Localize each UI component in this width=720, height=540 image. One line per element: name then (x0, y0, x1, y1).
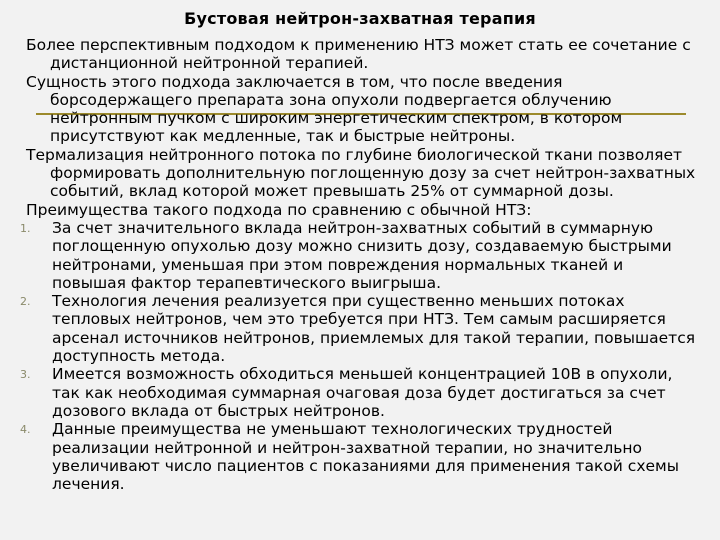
slide-body (20, 36, 696, 493)
list-item-number: 3. (20, 368, 31, 382)
list-item (20, 420, 696, 493)
list-item-text: Технология лечения реализуется при существенно меньших потоках тепловых нейтронов, чем это требуется при НТЗ. Тем самым расширяется арсенал источников нейтронов, приемлемых для такой терапии, повышается доступность метода. (52, 292, 696, 366)
list-item-number: 4. (20, 423, 31, 437)
list-item-number: 2. (20, 295, 31, 309)
list-item-text: За счет значительного вклада нейтрон-захватных событий в суммарную поглощенную опухолью дозу можно снизить дозу, создаваемую быстрыми нейтронами, уменьшая при этом повреждения нормальных тканей и повышая фактор терапевтического выигрыша. (52, 218, 672, 292)
paragraph-thermalization: Термализация нейтронного потока по глубине биологической ткани позволяет формировать дополнительную поглощенную дозу за счет нейтрон-захватных событий, вклад которой может превышать 25% от суммарной дозы. (26, 145, 696, 201)
list-item (20, 292, 696, 365)
paragraph-advantages-heading: Преимущества такого подхода по сравнению с обычной НТЗ: (26, 200, 532, 219)
list-item-text: Данные преимущества не уменьшают технологических трудностей реализации нейтронной и нейтрон-захватной терапии, но значительно увеличивают число пациентов с показаниями для применения такой схемы лечения. (52, 420, 679, 494)
list-item-number: 1. (20, 221, 31, 235)
paragraph-intro: Более перспективным подходом к применению НТЗ может стать ее сочетание с дистанционной нейтронной терапией. (26, 36, 691, 73)
paragraph-essence: Сущность этого подхода заключается в том, что после введения борсодержащего препарата зона опухоли подвергается облучению нейтронным пучком с широким энергетическим спектром, в котором присутствуют как медленные, так и быстрые нейтроны. (26, 72, 623, 146)
list-item-text: Имеется возможность обходиться меньшей концентрацией 10В в опухоли, так как необходимая суммарная очаговая доза будет достигаться за счет дозового вклада от быстрых нейтронов. (52, 365, 673, 420)
list-item (20, 365, 696, 420)
slide-title: Бустовая нейтрон-захватная терапия (184, 9, 536, 28)
list-item (20, 219, 696, 292)
